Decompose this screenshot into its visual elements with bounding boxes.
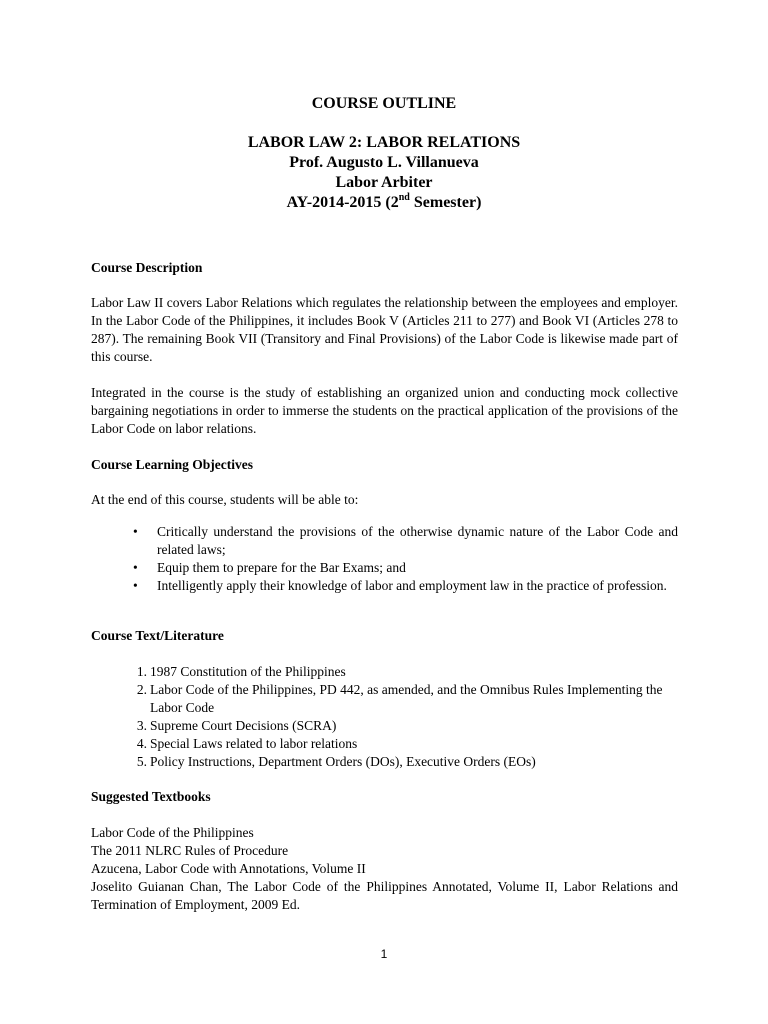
list-number: 4.	[136, 736, 147, 751]
objectives-list	[91, 523, 678, 595]
list-item	[91, 681, 678, 717]
objective-text: Intelligently apply their knowledge of labor and employment law in the practice of profession.	[157, 578, 667, 593]
document-title: COURSE OUTLINE	[311, 95, 457, 112]
professor-name: Prof. Augusto L. Villanueva	[289, 154, 479, 171]
list-number: 2.	[136, 682, 147, 697]
literature-text: 1987 Constitution of the Philippines	[150, 664, 346, 679]
course-description-heading: Course Description	[91, 260, 203, 275]
learning-objectives-heading: Course Learning Objectives	[91, 457, 253, 472]
literature-text: Labor Code of the Philippines, PD 442, as amended, and the Omnibus Rules Implementing the Labor Code	[150, 682, 663, 715]
list-item: Joselito Guianan Chan, The Labor Code of the Philippines Annotated, Volume II, Labor Relations and Termination of Employment, 2009 Ed.	[91, 879, 678, 912]
description-paragraph-1: Labor Law II covers Labor Relations which regulates the relationship between the employees and employer. In the Labor Code of the Philippines, it includes Book V (Articles 211 to 277) and Book VI (Articles 278 to 287). The remaining Book VII (Transitory and Final Provisions) of the Labor Code is likewise made part of this course.	[91, 295, 678, 364]
term-prefix: AY-2014-2015 (2	[286, 194, 399, 211]
literature-list	[91, 663, 678, 771]
objective-text: Equip them to prepare for the Bar Exams; and	[157, 560, 406, 575]
list-item	[91, 753, 678, 771]
term-suffix: Semester)	[409, 194, 482, 211]
list-item: The 2011 NLRC Rules of Procedure	[91, 843, 289, 858]
objectives-intro: At the end of this course, students will be able to:	[91, 492, 359, 507]
academic-term	[0, 193, 768, 213]
textbooks-list	[91, 824, 678, 914]
list-item	[91, 577, 678, 595]
literature-text: Policy Instructions, Department Orders (DOs), Executive Orders (EOs)	[150, 754, 536, 769]
objective-text: Critically understand the provisions of the otherwise dynamic nature of the Labor Code and related laws;	[157, 524, 678, 557]
bullet-icon: •	[133, 578, 138, 593]
title-block	[0, 94, 768, 213]
professor-role: Labor Arbiter	[335, 174, 433, 191]
term-superscript: nd	[398, 192, 410, 203]
literature-text: Supreme Court Decisions (SCRA)	[150, 718, 337, 733]
list-item: Labor Code of the Philippines	[91, 825, 254, 840]
list-number: 3.	[136, 718, 147, 733]
page-number: 1	[380, 947, 388, 961]
bullet-icon: •	[133, 560, 138, 575]
list-item: Azucena, Labor Code with Annotations, Volume II	[91, 861, 366, 876]
list-item	[91, 717, 678, 735]
literature-text: Special Laws related to labor relations	[150, 736, 358, 751]
list-item	[91, 559, 678, 577]
course-name: LABOR LAW 2: LABOR RELATIONS	[247, 134, 521, 151]
list-number: 1.	[136, 664, 147, 679]
description-paragraph-2: Integrated in the course is the study of establishing an organized union and conducting mock collective bargaining negotiations in order to immerse the students on the practical application of the provisions of the Labor Code on labor relations.	[91, 385, 678, 436]
list-item	[91, 663, 678, 681]
list-number: 5.	[136, 754, 147, 769]
list-item	[91, 523, 678, 559]
bullet-icon: •	[133, 524, 138, 539]
suggested-textbooks-heading: Suggested Textbooks	[91, 789, 211, 804]
course-literature-heading: Course Text/Literature	[91, 628, 224, 643]
list-item	[91, 735, 678, 753]
